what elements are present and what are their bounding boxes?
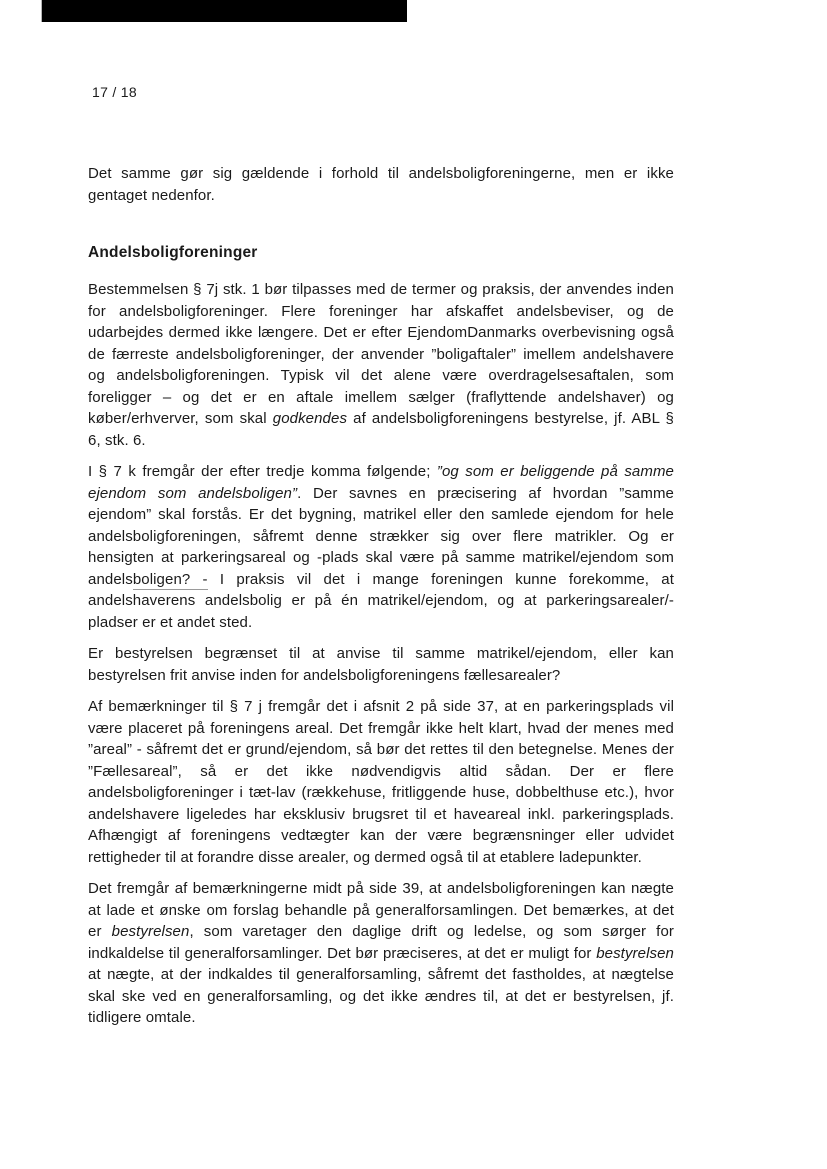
text-segment: Bestemmelsen § 7j stk. 1 bør tilpasses med de termer og praksis, der anvendes inden for andelsboligforeninger. Flere foreninger har afskaffet andelsbeviser, og de udarbejdes dermed ikke længere. Det er efter EjendomDanmarks overbevisning også de færreste andelsboligforeninger, der anvender ”boligaftaler” imellem andelshavere og andelsboligforeningen. Typisk vil det alene være overdragelsesaftalen, som foreligger – og det er en aftale imellem sælger (fraflyttende andelshaver) og køber/erhverver, som skal xyxy=(88,281,674,427)
redaction-bar xyxy=(41,0,407,22)
text-segment: af andelsboligforeningens bestyrelse, jf. ABL § 6, stk. 6. xyxy=(88,410,674,449)
text-segment: Andelsboligforeninger xyxy=(88,244,258,261)
paragraph-bestemmelsen-7j xyxy=(88,279,674,451)
text-segment: Er bestyrelsen begrænset til at anvise til samme matrikel/ejendom, eller kan bestyrelsen frit anvise inden for andelsboligforeningens fællesarealer? xyxy=(88,645,674,684)
text-segment: Det samme gør sig gældende i forhold til andelsboligforeningerne, men er ikke gentaget nedenfor. xyxy=(88,165,674,204)
document-body xyxy=(88,163,674,1039)
text-segment: bestyrelsen xyxy=(111,923,190,940)
paragraph-7k-samme-ejendom xyxy=(88,461,674,633)
text-segment: godkendes xyxy=(272,410,348,427)
text-segment: I § 7 k fremgår der efter tredje komma følgende; xyxy=(88,463,437,480)
paragraph-bemaerkninger-side-37 xyxy=(88,696,674,868)
text-segment: ”og som er beliggende på samme ejendom som andelsboligen” xyxy=(88,463,674,502)
text-segment: Af bemærkninger til § 7 j fremgår det i afsnit 2 på side 37, at en parkeringsplads vil være placeret på foreningens areal. Det fremgår ikke helt klart, hvad der menes med ”areal” - såfremt det er grund/ejendom, så bør det rettes til den betegnelse. Menes der ”Fællesareal”, så er det ikke nødvendigvis altid sådan. Der er flere andelsboligforeninger i tæt-lav (rækkehuse, fritliggende huse, dobbelthuse etc.), hvor andelshavere ligeledes har eksklusiv brugsret til et haveareal inkl. parkeringsplads. Afhængigt af foreningens vedtægter kan der være begrænsninger eller udvidet rettigheder til at forandre disse arealer, og dermed også til at etablere ladepunkter. xyxy=(88,698,674,866)
text-segment: boligen? - xyxy=(132,570,208,588)
section-heading-andelsboligforeninger xyxy=(88,242,674,263)
text-segment: Det fremgår af bemærkningerne midt på side 39, at andelsboligforeningen kan nægte at lade et ønske om forslag behandle på generalforsamlingen. Det bemærkes, at det er xyxy=(88,880,674,940)
text-segment: at nægte, at der indkaldes til generalforsamling, såfremt det fastholdes, at nægtelse skal ske ved en generalforsamling, og det ikke ændres til, at det er bestyrelsen, jf. tidligere omtale. xyxy=(88,966,674,1026)
text-segment: bestyrelsen xyxy=(596,944,674,962)
text-segment: I praksis vil det i mange foreningen kunne forekomme, at andelshaverens andelsbolig er på én matrikel/ejendom, og at parkeringsarealer/-pladser er et andet sted. xyxy=(88,570,674,631)
text-segment: , som varetager den daglige drift og ledelse, og som sørger for indkaldelse til generalforsamlinger. Det bør præciseres, at det er muligt for xyxy=(88,923,674,962)
paragraph-bemaerkningerne-side-39 xyxy=(88,878,674,1029)
intro-paragraph xyxy=(88,163,674,206)
text-segment: . Der savnes en præcisering af hvordan ”samme ejendom” skal forstås. Er det bygning, matrikel eller den samlede ejendom for hele andelsboligforeningen, såfremt denne strækker sig over flere matrikler. Og er hensigten at parkeringsareal og -plads skal være på samme matrikel/ejendom som andels xyxy=(88,484,674,588)
page-number: 17 / 18 xyxy=(92,84,137,100)
paragraph-bestyrelsen-anvise xyxy=(88,643,674,686)
